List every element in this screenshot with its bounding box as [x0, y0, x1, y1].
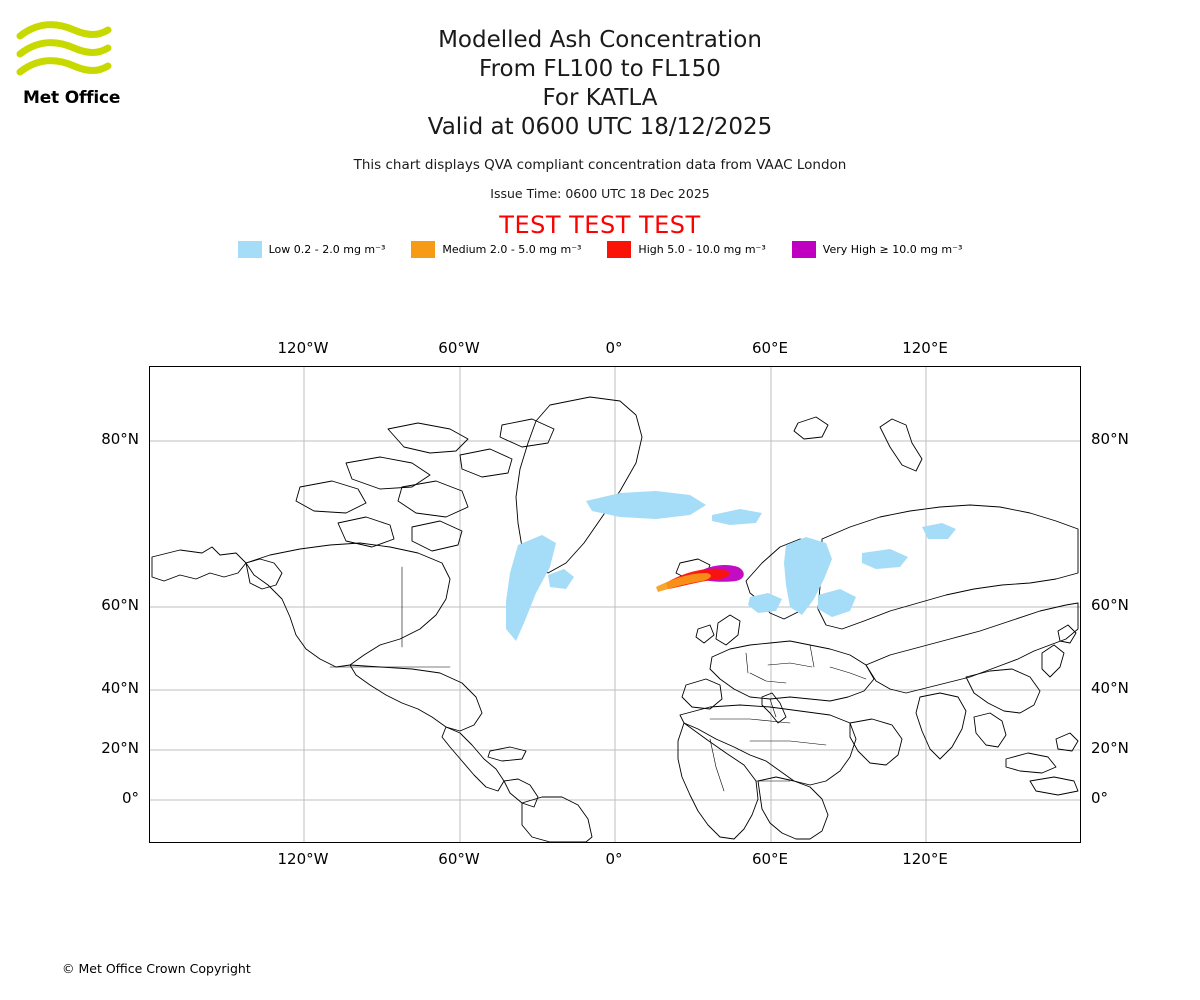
copyright-text: © Met Office Crown Copyright: [62, 961, 251, 976]
page-title-line-3: For KATLA: [542, 85, 658, 111]
legend-label-medium: Medium 2.0 - 5.0 mg m⁻³: [442, 243, 582, 256]
x-tick-top-4: 120°E: [902, 339, 948, 357]
legend-label-low: Low 0.2 - 2.0 mg m⁻³: [268, 243, 386, 256]
y-tick-right-2: 40°N: [1091, 679, 1129, 697]
legend-item-medium: [411, 241, 581, 258]
map-canvas: [150, 367, 1080, 842]
x-tick-top-3: 60°E: [751, 339, 789, 357]
x-tick-bottom-0: 120°W: [277, 850, 329, 868]
legend-label-very-high: Very High ≥ 10.0 mg m⁻³: [822, 243, 963, 256]
y-tick-left-4: 0°: [121, 789, 139, 807]
legend-swatch-low: [238, 241, 262, 258]
y-tick-right-3: 20°N: [1091, 739, 1129, 757]
x-tick-bottom-2: 0°: [605, 850, 623, 868]
x-tick-bottom-4: 120°E: [902, 850, 948, 868]
chart-subtitle: This chart displays QVA compliant concentration data from VAAC London: [353, 157, 847, 173]
legend-swatch-high: [607, 241, 631, 258]
chart-header: [0, 26, 1200, 239]
concentration-legend: [0, 241, 1200, 258]
page-title-line-2: From FL100 to FL150: [479, 56, 721, 82]
y-tick-left-0: 80°N: [101, 430, 139, 448]
ash-plume: [656, 565, 744, 592]
issue-time-text: Issue Time: 0600 UTC 18 Dec 2025: [490, 186, 710, 201]
legend-swatch-medium: [411, 241, 435, 258]
x-tick-bottom-1: 60°W: [438, 850, 480, 868]
y-tick-left-1: 60°N: [101, 596, 139, 614]
y-tick-right-0: 80°N: [1091, 430, 1129, 448]
met-office-logo-text: Met Office: [23, 88, 121, 108]
x-tick-bottom-3: 60°E: [751, 850, 789, 868]
x-tick-top-1: 60°W: [438, 339, 480, 357]
legend-item-low: [238, 241, 386, 258]
test-banner: TEST TEST TEST: [499, 211, 701, 239]
y-tick-right-1: 60°N: [1091, 596, 1129, 614]
world-ash-concentration-map[interactable]: [149, 366, 1081, 843]
y-tick-right-4: 0°: [1091, 789, 1109, 807]
y-tick-left-2: 40°N: [101, 679, 139, 697]
page-title-line-4: Valid at 0600 UTC 18/12/2025: [427, 114, 773, 140]
page-title-line-1: Modelled Ash Concentration: [438, 27, 762, 53]
legend-swatch-very-high: [792, 241, 816, 258]
x-tick-top-0: 120°W: [277, 339, 329, 357]
legend-item-very-high: [792, 241, 963, 258]
y-tick-left-3: 20°N: [101, 739, 139, 757]
legend-item-high: [607, 241, 765, 258]
legend-label-high: High 5.0 - 10.0 mg m⁻³: [638, 243, 766, 256]
map-gridlines: [150, 367, 1080, 842]
x-tick-top-2: 0°: [605, 339, 623, 357]
